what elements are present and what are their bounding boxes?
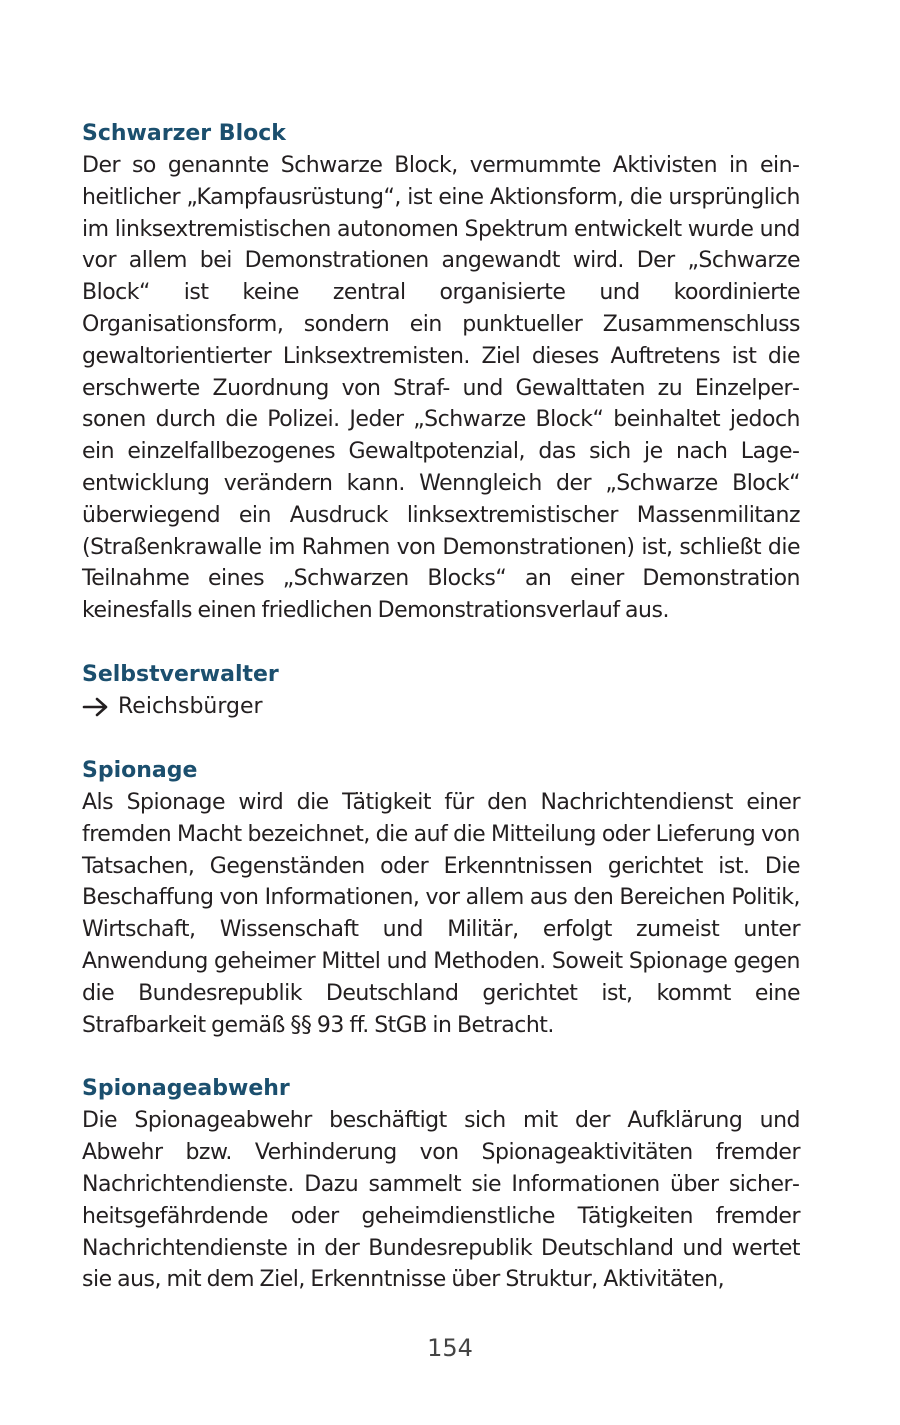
entry-spionage — [82, 755, 800, 1041]
entry-text: Die Spionageabwehr beschäftigt sich mit der Aufklärung und Abwehr bzw. Verhinderung von Spionageaktivitäten fremder Nachrichtendienste. Dazu sammelt sie Informationen über sicherheitsgefährdende oder geheimdienstliche Tätigkeiten fremder Nachrichtendienste in der Bundesrepublik Deutschland und wertet sie aus, mit dem Ziel, Erkenntnisse über Struktur, Aktivitäten, — [82, 1108, 800, 1293]
arrow-right-icon — [82, 697, 110, 717]
entry-text: Der so genannte Schwarze Block, vermummte Aktivisten in einheitlicher „Kampfausrüstung“, ist eine Aktionsform, die ursprünglich im linksextremistischen autonomen Spektrum entwickelt wurde und vor allem bei Demonstrationen angewandt wird. Der „Schwarze Block“ ist keine zentral organisierte und koordinierte Organisationsform, sondern ein punktueller Zusammenschluss gewaltorientierter Linksextremisten. Ziel dieses Auftretens ist die erschwerte Zuordnung von Straf- und Gewalttaten zu Einzelpersonen durch die Polizei. Jeder „Schwarze Block“ beinhaltet jedoch ein einzelfallbezogenes Gewaltpotenzial, das sich je nach Lageentwicklung verändern kann. Wenngleich der „Schwarze Block“ überwiegend ein Ausdruck linksextremistischer Massenmilitanz (Straßenkrawalle im Rahmen von Demonstrationen) ist, schließt die Teilnahme eines „Schwarzen Blocks“ an einer Demonstration keinesfalls einen friedlichen Demonstrationsverlauf aus. — [82, 153, 800, 624]
entry-term: Spionage — [82, 757, 198, 783]
entry-text: Als Spionage wird die Tätigkeit für den Nachrichtendienst einer fremden Macht bezeichnet, die auf die Mitteilung oder Lieferung von Tatsachen, Gegenständen oder Erkenntnissen gerichtet ist. Die Beschaffung von Informationen, vor allem aus den Bereichen Politik, Wirtschaft, Wissenschaft und Militär, erfolgt zumeist unter Anwendung geheimer Mittel und Methoden. Soweit Spionage gegen die Bundesrepublik Deutschland gerichtet ist, kommt eine Strafbarkeit gemäß §§ 93 ff. StGB in Betracht. — [82, 789, 800, 1038]
entry-schwarzer-block — [82, 118, 800, 627]
entry-spionageabwehr — [82, 1073, 800, 1296]
entry-term: Spionageabwehr — [82, 1076, 290, 1102]
entry-term: Schwarzer Block — [82, 121, 286, 146]
glossary-page — [82, 118, 800, 1328]
cross-reference-label[interactable]: Reichsbürger — [118, 693, 263, 719]
page-number: 154 — [427, 1334, 473, 1362]
entry-term: Selbstverwalter — [82, 661, 279, 687]
cross-reference[interactable] — [82, 691, 800, 723]
entry-selbstverwalter — [82, 659, 800, 723]
